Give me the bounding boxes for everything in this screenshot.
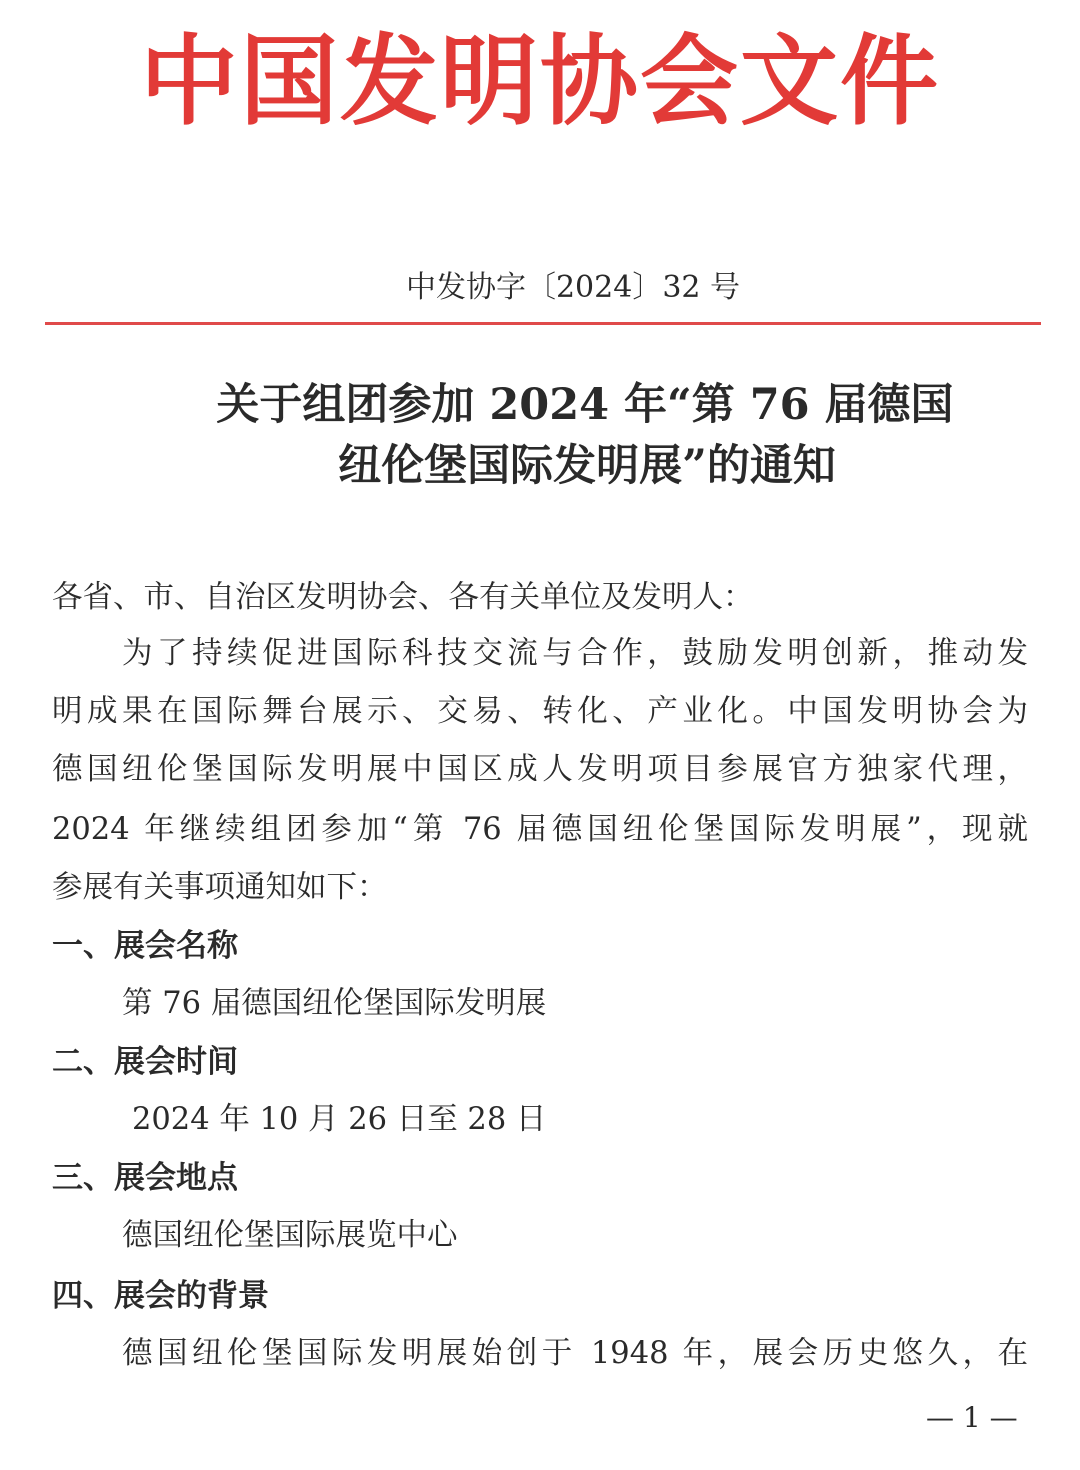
red-rule-divider	[45, 322, 1041, 325]
section-heading-exhibition-venue: 三、展会地点	[52, 1160, 238, 1196]
section-text-exhibition-time: 2024 年 10 月 26 日至 28 日	[132, 1102, 547, 1137]
intro-line: 明成果在国际舞台展示、交易、转化、产业化。中国发明协会为	[52, 694, 1028, 729]
intro-line: 为了持续促进国际科技交流与合作，鼓励发明创新，推动发	[122, 636, 1028, 671]
document-number: 中发协字〔2024〕32 号	[405, 270, 741, 305]
notice-title-line-2: 纽伦堡国际发明展”的通知	[338, 441, 836, 491]
intro-line: 参展有关事项通知如下：	[52, 870, 388, 905]
page-number: — 1 —	[926, 1401, 1018, 1434]
section-text-exhibition-name: 第 76 届德国纽伦堡国际发明展	[122, 986, 547, 1021]
intro-line: 2024 年继续组团参加“第 76 届德国纽伦堡国际发明展”，现就	[52, 812, 1028, 847]
intro-line: 德国纽伦堡国际发明展中国区成人发明项目参展官方独家代理，	[52, 752, 1028, 787]
section-text-exhibition-venue: 德国纽伦堡国际展览中心	[122, 1218, 458, 1253]
section-heading-exhibition-time: 二、展会时间	[52, 1044, 238, 1080]
masthead: 中国发明协会文件	[139, 25, 940, 139]
salutation: 各省、市、自治区发明协会、各有关单位及发明人：	[52, 580, 754, 615]
notice-title-line-1: 关于组团参加 2024 年“第 76 届德国	[216, 380, 954, 430]
section-heading-exhibition-name: 一、展会名称	[52, 928, 238, 964]
section-heading-exhibition-background: 四、展会的背景	[52, 1278, 269, 1314]
section-text-exhibition-background: 德国纽伦堡国际发明展始创于 1948 年，展会历史悠久，在	[122, 1336, 1028, 1371]
